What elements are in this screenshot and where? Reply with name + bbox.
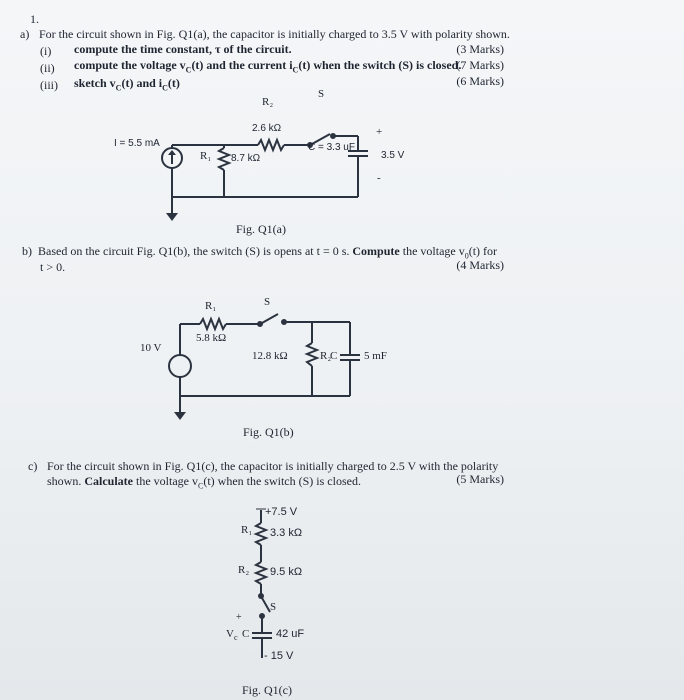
item-ii-marks: (7 Marks) — [456, 58, 504, 72]
fig-c-switch-label: S — [270, 601, 277, 613]
fig-a-source-label: I = 5.5 mA — [114, 138, 160, 149]
fig-a-r1-value: 8.7 kΩ — [231, 153, 261, 164]
fig-a-minus-sign: - — [377, 172, 381, 184]
part-a-label: a) — [20, 27, 30, 41]
fig-a-r2-value: 2.6 kΩ — [252, 123, 282, 134]
fig-c-r2-value: 9.5 kΩ — [270, 566, 303, 578]
part-c-marks: (5 Marks) — [456, 472, 504, 486]
fig-a-switch-label: S — [318, 88, 325, 100]
item-iii-text: sketch $v_C(t)$ and $i_C(t)$ — [74, 76, 180, 93]
fig-b-r2-label: R₂ — [320, 350, 332, 362]
question-number: 1. — [30, 12, 39, 26]
fig-b-r1-label: R₁ — [205, 300, 217, 312]
item-iii-number: (iii) — [40, 78, 58, 92]
fig-b-r1-value: 5.8 kΩ — [196, 332, 227, 344]
item-iii-marks: (6 Marks) — [456, 74, 504, 88]
fig-c-r1-value: 3.3 kΩ — [270, 527, 303, 539]
part-c-line1: For the circuit shown in Fig. Q1(c), the capacitor is initially charged to 2.5 V with the polarity — [47, 459, 499, 473]
fig-c-cap-label: C — [242, 628, 250, 640]
fig-c-r2-label: R₂ — [238, 564, 250, 576]
part-c-line2: shown. Calculate the voltage $v_C(t)$ when the switch (S) is closed. — [47, 474, 361, 491]
fig-c-cap-value: 42 uF — [276, 628, 305, 640]
fig-b-caption: Fig. Q1(b) — [243, 425, 294, 439]
item-ii-number: (ii) — [40, 61, 55, 75]
fig-a-caption: Fig. Q1(a) — [236, 222, 286, 236]
fig-b-r2-value: 12.8 kΩ — [252, 350, 288, 362]
part-b-marks: (4 Marks) — [456, 258, 504, 272]
fig-c-top-supply: +7.5 V — [265, 506, 298, 518]
fig-a-plus-sign: + — [376, 126, 383, 138]
fig-b-source-label: 10 V — [140, 342, 162, 354]
part-b-text: Based on the circuit Fig. Q1(b), the switch (S) is opens at t = 0 s. Compute the voltage $v_0(t)$ for — [38, 244, 498, 261]
item-i-text: compute the time constant, τ of the circuit. — [74, 42, 292, 56]
fig-a-cap-label: C = 3.3 uF — [308, 142, 355, 153]
fig-a-cap-voltage: 3.5 V — [381, 150, 405, 161]
fig-a-r1-label: R₁ — [200, 150, 212, 162]
item-i-marks: (3 Marks) — [456, 42, 504, 56]
fig-c-bottom-supply: - 15 V — [264, 650, 294, 662]
fig-b-cap-label: C — [330, 350, 338, 362]
fig-b-cap-value: 5 mF — [364, 350, 387, 362]
part-c-label: c) — [28, 459, 38, 473]
item-ii-text: compute the voltage $v_C(t)$ and the current $i_C(t)$ when the switch (S) is closed. — [74, 58, 462, 75]
part-a-stem: For the circuit shown in Fig. Q1(a), the capacitor is initially charged to 3.5 V with polarity shown. — [39, 27, 510, 41]
fig-c-plus-sign: + — [236, 612, 242, 623]
fig-a-r2-label: R₂ — [262, 96, 274, 108]
part-b-label: b) — [22, 244, 32, 258]
item-i-number: (i) — [40, 44, 52, 58]
fig-c-vc-label: $V_c$ — [226, 628, 238, 643]
fig-c-caption: Fig. Q1(c) — [242, 683, 292, 697]
fig-b-switch-label: S — [264, 296, 271, 308]
part-b-line2: t > 0. — [40, 260, 66, 274]
fig-c-r1-label: R₁ — [241, 524, 253, 536]
